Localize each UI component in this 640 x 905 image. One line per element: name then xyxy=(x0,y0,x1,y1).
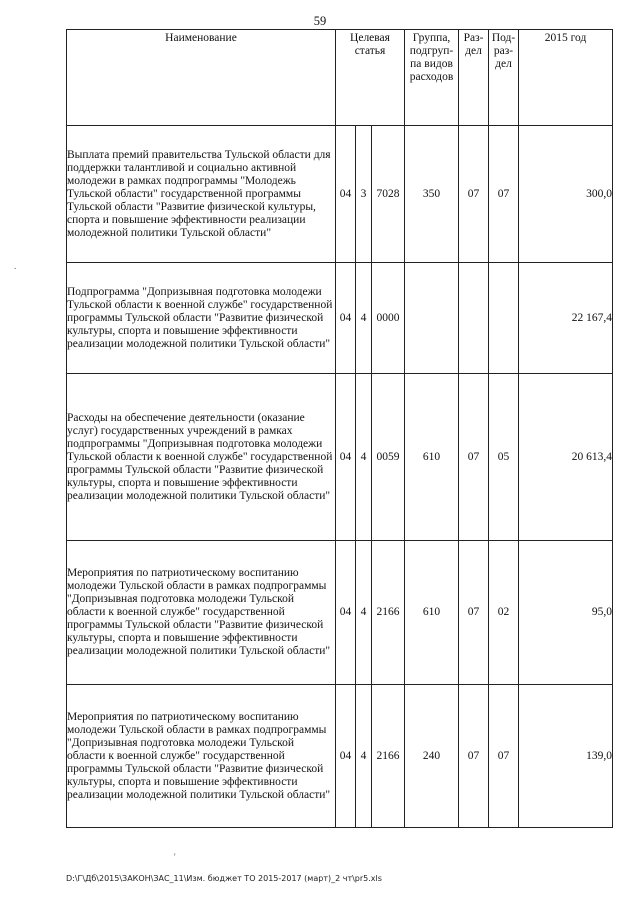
cell-amount: 20 613,4 xyxy=(519,374,613,541)
cell-code2: 4 xyxy=(356,685,372,828)
page-number: 59 xyxy=(313,14,327,28)
cell-code2: 3 xyxy=(356,126,372,263)
cell-amount: 95,0 xyxy=(519,541,613,685)
cell-group: 350 xyxy=(405,126,459,263)
cell-group xyxy=(405,263,459,374)
table-row xyxy=(67,374,613,541)
table-row xyxy=(67,263,613,374)
cell-subsection: 02 xyxy=(489,541,519,685)
cell-code3: 0000 xyxy=(372,263,405,374)
file-path-footer: D:\Г\Дб\2015\ЗАКОН\ЗАС_11\Изм. бюджет ТО 2015-2017 (март)_2 чт\pr5.xls xyxy=(66,874,382,883)
cell-group: 240 xyxy=(405,685,459,828)
header-subsection: Под-раз-дел xyxy=(489,30,519,126)
cell-section: 07 xyxy=(459,685,489,828)
cell-name: Мероприятия по патриотическому воспитанию молодежи Тульской области в рамках подпрограммы "Допризывная подготовка молодежи Тульской области к военной службе" государственной программы Тульской области "Развитие физической культуры, спорта и повышение эффективности реализации молодежной политики Тульской области" xyxy=(67,541,336,685)
table-header-row xyxy=(67,30,613,126)
table-row xyxy=(67,126,613,263)
header-year-2015: 2015 год xyxy=(519,30,613,126)
cell-subsection xyxy=(489,263,519,374)
header-name: Наименование xyxy=(67,30,336,126)
cell-code2: 4 xyxy=(356,374,372,541)
table-row xyxy=(67,685,613,828)
header-expense-group: Группа, подгруп-па видов расходов xyxy=(405,30,459,126)
cell-code3: 2166 xyxy=(372,541,405,685)
cell-name: Мероприятия по патриотическому воспитанию молодежи Тульской области в рамках подпрограммы "Допризывная подготовка молодежи Тульской области к военной службе" государственной программы Тульской области "Развитие физической культуры, спорта и повышение эффективности реализации молодежной политики Тульской области" xyxy=(67,685,336,828)
budget-table xyxy=(66,29,613,828)
cell-subsection: 07 xyxy=(489,126,519,263)
cell-code1: 04 xyxy=(336,685,356,828)
cell-code3: 0059 xyxy=(372,374,405,541)
cell-section: 07 xyxy=(459,126,489,263)
cell-code1: 04 xyxy=(336,541,356,685)
cell-code2: 4 xyxy=(356,541,372,685)
header-target-article: Целевая статья xyxy=(336,30,405,126)
cell-section xyxy=(459,263,489,374)
cell-subsection: 07 xyxy=(489,685,519,828)
cell-name: Подпрограмма "Допризывная подготовка молодежи Тульской области к военной службе" государственной программы Тульской области "Развитие физической культуры, спорта и повышение эффективности реализации молодежной политики Тульской области" xyxy=(67,263,336,374)
cell-code1: 04 xyxy=(336,126,356,263)
scan-mark: . xyxy=(14,261,17,271)
cell-code1: 04 xyxy=(336,374,356,541)
cell-section: 07 xyxy=(459,374,489,541)
header-section: Раз-дел xyxy=(459,30,489,126)
cell-group: 610 xyxy=(405,374,459,541)
table-row xyxy=(67,541,613,685)
cell-name: Выплата премий правительства Тульской области для поддержки талантливой и социально активной молодежи в рамках подпрограммы "Молодежь Тульской области" государственной программы Тульской области "Развитие физической культуры, спорта и повышение эффективности реализации молодежной политики Тульской области" xyxy=(67,126,336,263)
cell-section: 07 xyxy=(459,541,489,685)
cell-code2: 4 xyxy=(356,263,372,374)
cell-amount: 139,0 xyxy=(519,685,613,828)
cell-amount: 22 167,4 xyxy=(519,263,613,374)
cell-code1: 04 xyxy=(336,263,356,374)
cell-name: Расходы на обеспечение деятельности (оказание услуг) государственных учреждений в рамках подпрограммы "Допризывная подготовка молодежи Тульской области к военной службе" государственной программы Тульской области "Развитие физической культуры, спорта и повышение эффективности реализации молодежной политики Тульской области" xyxy=(67,374,336,541)
cell-code3: 2166 xyxy=(372,685,405,828)
cell-subsection: 05 xyxy=(489,374,519,541)
scan-mark: ' xyxy=(174,852,176,862)
cell-group: 610 xyxy=(405,541,459,685)
cell-amount: 300,0 xyxy=(519,126,613,263)
cell-code3: 7028 xyxy=(372,126,405,263)
